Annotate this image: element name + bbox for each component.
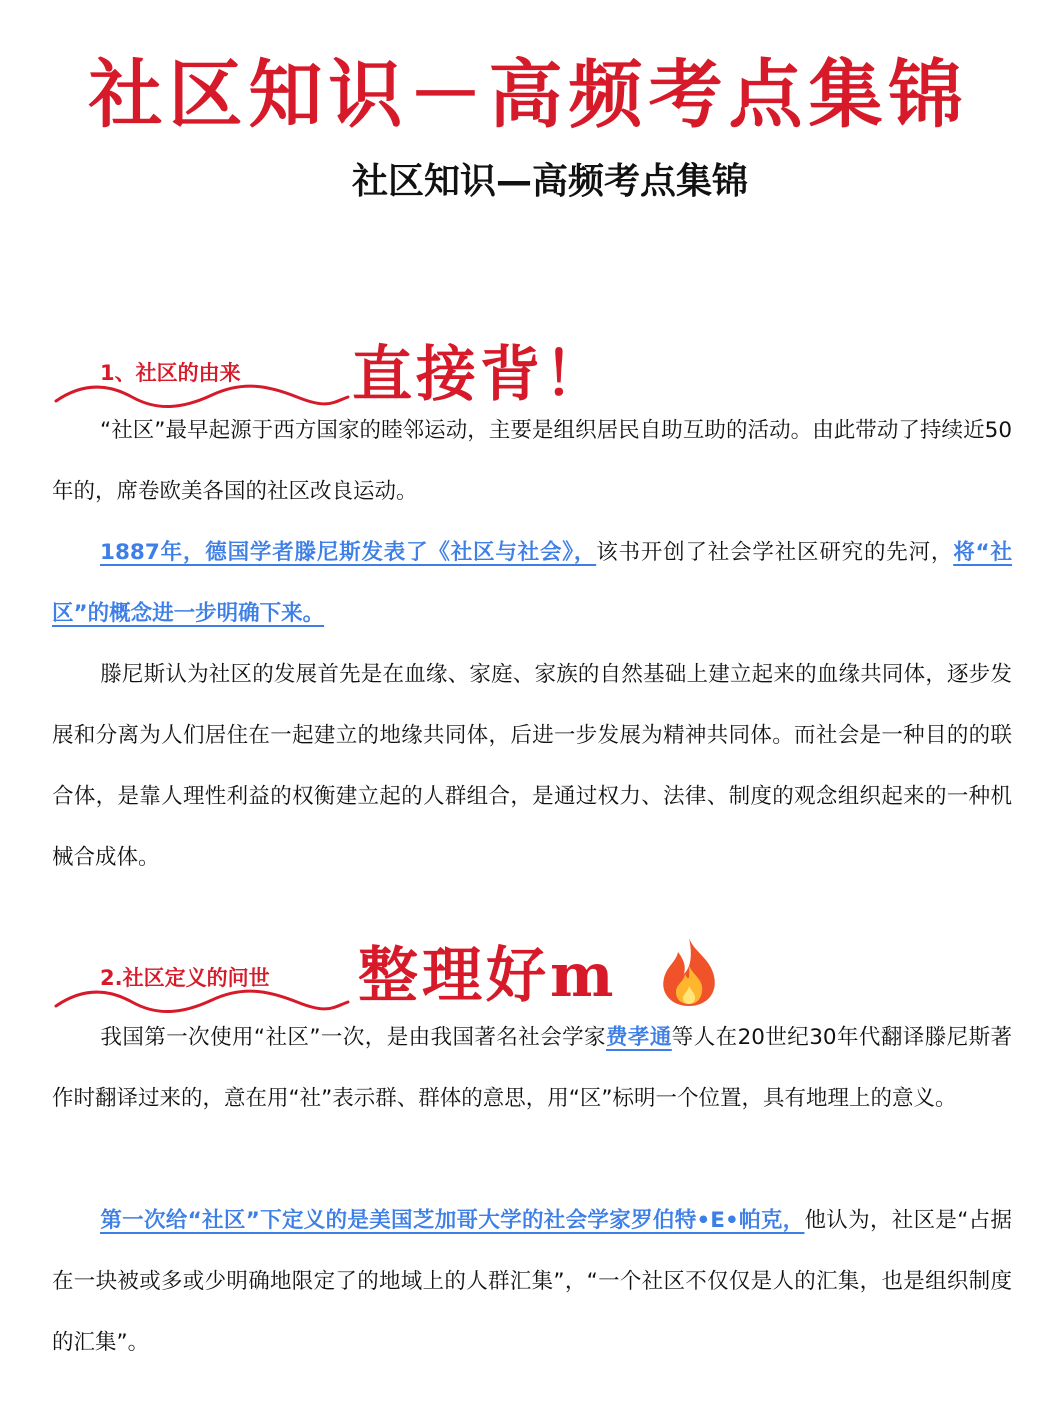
- section2-p2-highlight: 第一次给“社区”下定义的是美国芝加哥大学的社会学家罗伯特•E•帕克，: [100, 1208, 805, 1233]
- section2-p2-rest: 他认为，社区是“占据在一块被或多或少明确地限定了的地域上的人群汇集”，“一个社区不仅仅是人的汇集，也是组织制度的汇集”。: [52, 1208, 1012, 1355]
- section1-paragraph-3: [52, 644, 1012, 888]
- fire-icon: [658, 936, 720, 1008]
- section1-p2-rest: 该书开创了社会学社区研究的先河，: [596, 540, 954, 565]
- section1-paragraph-1: [52, 400, 1012, 522]
- big-title: 社区知识－高频考点集锦: [88, 52, 969, 138]
- section2-p1-text-a: 我国第一次使用“社区”一次，是由我国著名社会学家: [100, 1025, 606, 1050]
- section2-p1-name: 费孝通: [605, 1025, 672, 1050]
- section2-paragraph-2: [52, 1190, 1012, 1373]
- section2-label: 2.社区定义的问世: [100, 966, 270, 990]
- section2-paragraph-1: [52, 1007, 1012, 1129]
- section2-stamp: 整理好m: [358, 941, 618, 1011]
- section2-p1-text-b: 等人在20世纪30年代翻译滕尼斯著作时翻译过来的，意在用“社”表示群、群体的意思，用“区”标明一个位置，具有地理上的意义。: [52, 1025, 1012, 1111]
- section1-p1-text: “社区”最早起源于西方国家的睦邻运动，主要是组织居民自助互助的活动。由此带动了持续近50年的，席卷欧美各国的社区改良运动。: [52, 418, 1012, 504]
- section1-p3-text: 滕尼斯认为社区的发展首先是在血缘、家庭、家族的自然基础上建立起来的血缘共同体，逐步发展和分离为人们居住在一起建立的地缘共同体，后进一步发展为精神共同体。而社会是一种目的的联合体，是靠人理性利益的权衡建立起的人群组合，是通过权力、法律、制度的观念组织起来的一种机械合成体。: [52, 662, 1012, 870]
- section1-stamp: 直接背！: [352, 340, 608, 410]
- section1-label: 1、社区的由来: [100, 361, 241, 385]
- section1-paragraph-2: [52, 522, 1012, 644]
- section1-p2-highlight2: 将“社区”的概念进一步明确下来。: [52, 540, 1012, 626]
- sub-title: 社区知识—高频考点集锦: [352, 161, 749, 202]
- section1-p2-highlight: 1887年，德国学者滕尼斯发表了《社区与社会》，: [100, 540, 597, 565]
